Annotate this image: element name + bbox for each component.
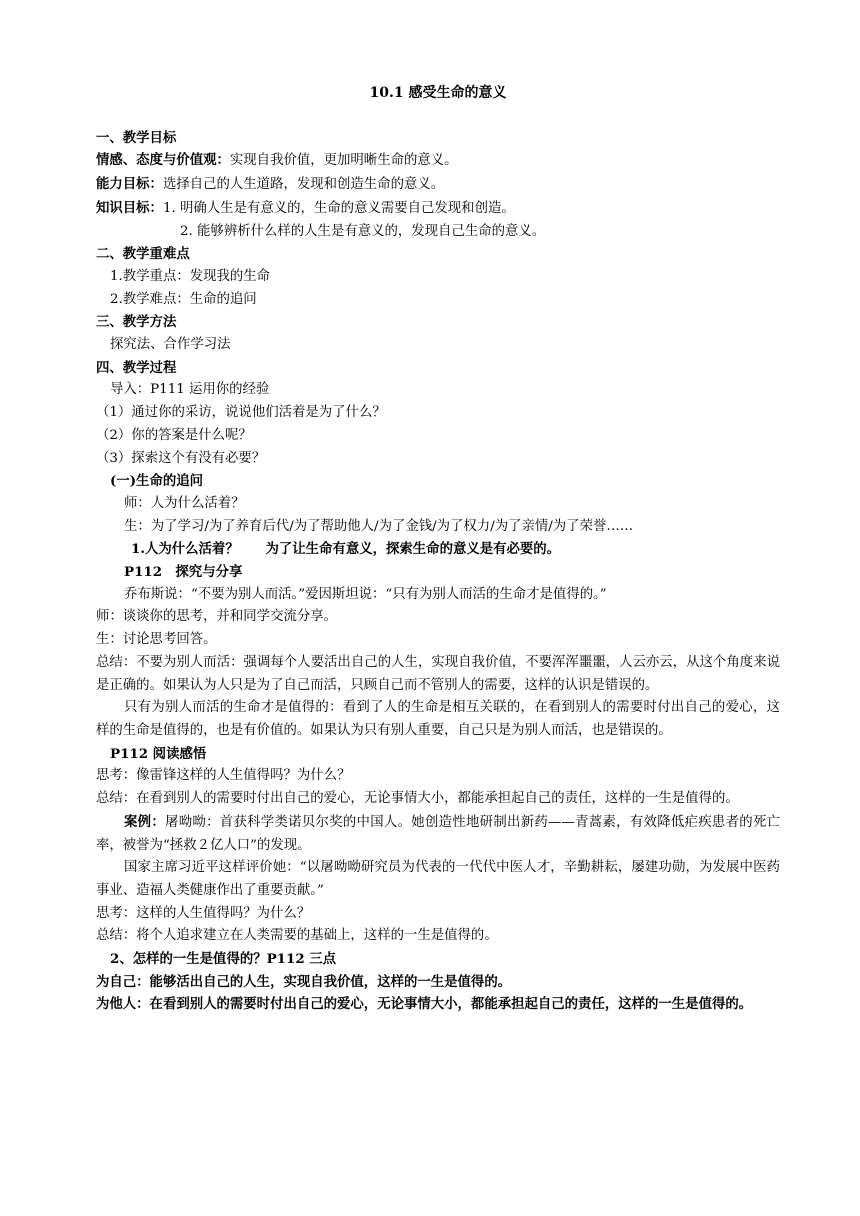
goal-ability-text: 选择自己的人生道路，发现和创造生命的意义。 xyxy=(162,177,445,193)
goal-knowledge-item-1: 1. 明确人生是有意义的，生命的意义需要自己发现和创造。 xyxy=(162,200,515,216)
question-1: （1）通过你的采访，说说他们活着是为了什么？ xyxy=(96,405,386,421)
goal-knowledge xyxy=(96,197,780,221)
question-2: （2）你的答案是什么呢？ xyxy=(96,427,252,443)
case-label: 案例： xyxy=(124,813,166,830)
student-line-2: 生：讨论思考回答。 xyxy=(96,632,217,648)
quote-line: 乔布斯说：“不要为别人而活。”爱因斯坦说：“只有为别人而活的生命才是值得的。” xyxy=(124,586,607,602)
keypoint-difficulty: 2.教学难点：生命的追问 xyxy=(110,291,257,307)
summary-3: 总结：在看到别人的需要时付出自己的爱心，无论事情大小，都能承担起自己的责任，这样的一生是值得的。 xyxy=(96,791,739,807)
section-heading-methods: 三、教学方法 xyxy=(96,314,177,331)
think-line-2: 思考：这样的人生值得吗？为什么？ xyxy=(96,905,311,921)
goal-ability xyxy=(96,173,780,197)
key-point-2: 2、怎样的一生是值得的？P112 三点 xyxy=(110,951,337,968)
summary-1: 总结：不要为别人而活：强调每个人要活出自己的人生，实现自我价值，不要浑浑噩噩，人云亦云，从这个角度来说是正确的。如果认为人只是为了自己而活，只顾自己而不管别人的需要，这样的认识是错误的。 xyxy=(96,654,780,693)
subheading-life-inquiry: (一)生命的追问 xyxy=(110,473,204,490)
case-text: 屠呦呦：首获科学类诺贝尔奖的中国人。她创造性地研制出新药——青蒿素，有效降低疟疾患者的死亡率，被誉为“拯救２亿人口”的发现。 xyxy=(96,814,781,853)
for-others-line: 为他人：在看到别人的需要时付出自己的爱心，无论事情大小，都能承担起自己的责任，这样的一生是值得的。 xyxy=(96,996,753,1013)
teacher-line-1: 师：人为什么活着？ xyxy=(124,495,245,511)
teacher-line-2: 师：谈谈你的思考，并和同学交流分享。 xyxy=(96,609,338,625)
key-point-1: 1.人为什么活着？ 为了让生命有意义，探索生命的意义是有必要的。 xyxy=(131,541,561,558)
goal-knowledge-item-2: 2. 能够辨析什么样的人生是有意义的，发现自己生命的意义。 xyxy=(180,223,546,239)
goal-knowledge-label: 知识目标： xyxy=(96,199,163,216)
question-3: （3）探索这个有没有必要？ xyxy=(96,450,266,466)
goal-values-label: 情感、态度与价值观： xyxy=(96,152,230,169)
summary-2: 只有为别人而活的生命才是值得的：看到了人的生命是相互关联的，在看到别人的需要时付出自己的爱心，这样的生命是值得的，也是有价值的。如果认为只有别人重要，自己只是为别人而活，也是错误的。 xyxy=(96,700,780,738)
keypoint-focus: 1.教学重点：发现我的生命 xyxy=(110,268,271,284)
section-heading-keypoints: 二、教学重难点 xyxy=(96,246,190,263)
for-self-line: 为自己：能够活出自己的人生，实现自我价值，这样的一生是值得的。 xyxy=(96,973,512,990)
methods-text: 探究法、合作学习法 xyxy=(110,337,231,353)
page-title: 10.1 感受生命的意义 xyxy=(369,85,507,101)
section-heading-goals: 一、教学目标 xyxy=(96,129,177,146)
summary-4: 总结：将个人追求建立在人类需要的基础上，这样的一生是值得的。 xyxy=(96,928,498,944)
process-intro: 导入：P111 运用你的经验 xyxy=(110,382,270,398)
goal-values-text: 实现自我价值，更加明晰生命的意义。 xyxy=(229,153,458,169)
reading-heading: P112 阅读感悟 xyxy=(110,745,207,762)
explore-share-heading: P112 探究与分享 xyxy=(124,564,243,581)
student-line-1: 生：为了学习/为了养育后代/为了帮助他人/为了金钱/为了权力/为了亲情/为了荣誉…… xyxy=(124,518,634,534)
think-line-1: 思考：像雷锋这样的人生值得吗？为什么？ xyxy=(96,768,351,784)
goal-ability-label: 能力目标： xyxy=(96,176,163,193)
praise-paragraph: 国家主席习近平这样评价她：“以屠呦呦研究员为代表的一代代中医人才，辛勤耕耘，屡建功勋，为发展中医药事业、造福人类健康作出了重要贡献。” xyxy=(96,860,780,898)
goal-values xyxy=(96,149,780,173)
document-page xyxy=(96,82,780,1016)
case-paragraph xyxy=(96,811,780,857)
section-heading-process: 四、教学过程 xyxy=(96,359,177,376)
